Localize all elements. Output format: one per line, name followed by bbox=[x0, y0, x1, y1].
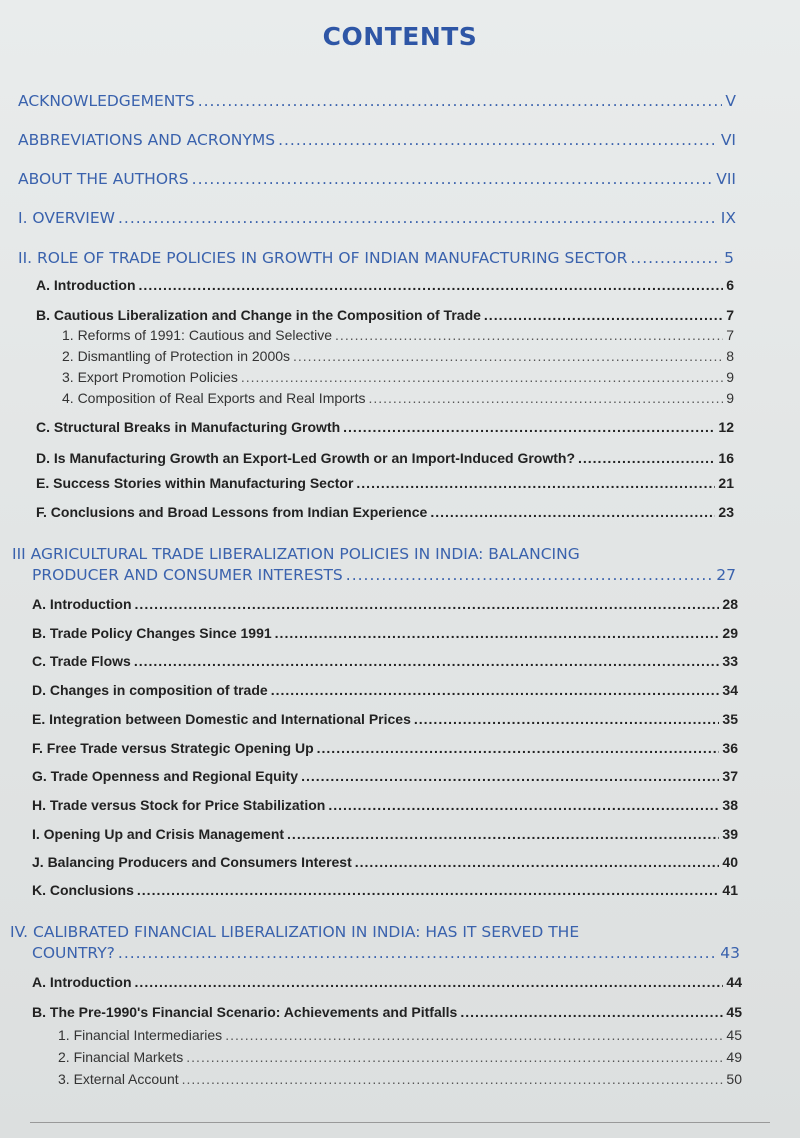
leader-dots bbox=[137, 882, 720, 898]
toc-entry[interactable] bbox=[32, 882, 738, 898]
leader-dots bbox=[335, 327, 723, 343]
toc-entry-page: VI bbox=[720, 131, 736, 149]
toc-entry-label: E. Integration between Domestic and International Prices bbox=[32, 711, 411, 727]
toc-entry-label: A. Introduction bbox=[36, 277, 136, 293]
leader-dots bbox=[414, 711, 720, 727]
toc-entry-label: ABBREVIATIONS AND ACRONYMS bbox=[18, 131, 276, 149]
chapter-title-line1: IV. CALIBRATED FINANCIAL LIBERALIZATION IN INDIA: HAS IT SERVED THE bbox=[10, 923, 580, 941]
toc-entry-label: B. Trade Policy Changes Since 1991 bbox=[32, 625, 272, 641]
toc-entry-page: 16 bbox=[718, 450, 734, 466]
leader-dots bbox=[271, 682, 720, 698]
toc-entry[interactable] bbox=[18, 92, 736, 110]
leader-dots bbox=[328, 797, 719, 813]
toc-entry-page: 36 bbox=[722, 740, 738, 756]
toc-entry[interactable] bbox=[36, 277, 734, 293]
toc-entry-page: 44 bbox=[726, 974, 742, 990]
leader-dots bbox=[630, 249, 721, 267]
toc-entry-label: ABOUT THE AUTHORS bbox=[18, 170, 189, 188]
chapter-heading[interactable] bbox=[32, 566, 736, 584]
toc-entry[interactable] bbox=[18, 131, 736, 149]
leader-dots bbox=[368, 390, 723, 406]
toc-entry-page: V bbox=[725, 92, 736, 110]
leader-dots bbox=[578, 450, 715, 466]
toc-entry-page: 28 bbox=[722, 596, 738, 612]
toc-entry-label: J. Balancing Producers and Consumers Interest bbox=[32, 854, 352, 870]
chapter-title-line2: PRODUCER AND CONSUMER INTERESTS bbox=[32, 566, 343, 584]
toc-entry-page: 37 bbox=[722, 768, 738, 784]
toc-entry[interactable] bbox=[18, 170, 736, 188]
toc-entry-page: 40 bbox=[722, 854, 738, 870]
toc-entry[interactable] bbox=[36, 504, 734, 520]
leader-dots bbox=[301, 768, 719, 784]
toc-entry-label: F. Free Trade versus Strategic Opening Up bbox=[32, 740, 314, 756]
toc-subentry-label: 1. Reforms of 1991: Cautious and Selective bbox=[62, 327, 333, 343]
toc-entry[interactable] bbox=[32, 740, 738, 756]
toc-entry-page: 33 bbox=[722, 653, 738, 669]
toc-entry-page: 12 bbox=[718, 419, 734, 435]
toc-entry[interactable] bbox=[36, 475, 734, 491]
toc-subentry-label: 2. Financial Markets bbox=[58, 1049, 184, 1065]
toc-subentry-label: 1. Financial Intermediaries bbox=[58, 1027, 223, 1043]
toc-entry[interactable] bbox=[32, 974, 742, 990]
leader-dots bbox=[192, 170, 714, 188]
page-divider bbox=[30, 1122, 770, 1123]
toc-subentry-page: 9 bbox=[726, 390, 734, 406]
toc-entry[interactable] bbox=[36, 307, 734, 323]
toc-subentry-page: 9 bbox=[726, 369, 734, 385]
chapter-page: 43 bbox=[720, 944, 740, 962]
toc-entry[interactable] bbox=[32, 768, 738, 784]
leader-dots bbox=[198, 92, 723, 110]
leader-dots bbox=[135, 596, 720, 612]
toc-subentry[interactable] bbox=[62, 369, 734, 385]
toc-entry-label: I. OVERVIEW bbox=[18, 209, 115, 227]
toc-subentry[interactable] bbox=[58, 1049, 742, 1065]
toc-entry-page: 7 bbox=[726, 307, 734, 323]
toc-entry[interactable] bbox=[32, 625, 738, 641]
toc-entry-page: 23 bbox=[718, 504, 734, 520]
toc-entry[interactable] bbox=[32, 826, 738, 842]
toc-entry[interactable] bbox=[32, 797, 738, 813]
toc-subentry[interactable] bbox=[58, 1027, 742, 1043]
leader-dots bbox=[343, 419, 715, 435]
toc-entry[interactable] bbox=[32, 682, 738, 698]
toc-entry-label: F. Conclusions and Broad Lessons from Indian Experience bbox=[36, 504, 428, 520]
leader-dots bbox=[139, 277, 724, 293]
toc-subentry-label: 4. Composition of Real Exports and Real Imports bbox=[62, 390, 366, 406]
leader-dots bbox=[135, 974, 724, 990]
toc-entry-page: 45 bbox=[726, 1004, 742, 1020]
leader-dots bbox=[460, 1004, 723, 1020]
toc-entry-label: B. Cautious Liberalization and Change in the Composition of Trade bbox=[36, 307, 481, 323]
leader-dots bbox=[278, 131, 718, 149]
toc-subentry-page: 8 bbox=[726, 348, 734, 364]
leader-dots bbox=[346, 566, 713, 584]
toc-entry-page: 34 bbox=[722, 682, 738, 698]
chapter-heading[interactable] bbox=[32, 944, 740, 962]
toc-entry-page: 38 bbox=[722, 797, 738, 813]
leader-dots bbox=[293, 348, 723, 364]
leader-dots bbox=[484, 307, 723, 323]
page-title: CONTENTS bbox=[322, 22, 478, 51]
leader-dots bbox=[355, 854, 720, 870]
chapter-page: 27 bbox=[716, 566, 736, 584]
leader-dots bbox=[134, 653, 720, 669]
toc-entry-label: H. Trade versus Stock for Price Stabilization bbox=[32, 797, 326, 813]
toc-entry[interactable] bbox=[36, 419, 734, 435]
toc-entry-page: 21 bbox=[718, 475, 734, 491]
toc-entry-label: E. Success Stories within Manufacturing Sector bbox=[36, 475, 354, 491]
toc-subentry-page: 45 bbox=[726, 1027, 742, 1043]
toc-subentry-label: 3. Export Promotion Policies bbox=[62, 369, 238, 385]
toc-entry-page: 29 bbox=[722, 625, 738, 641]
leader-dots bbox=[317, 740, 720, 756]
chapter-heading[interactable] bbox=[18, 249, 734, 267]
toc-entry-label: A. Introduction bbox=[32, 974, 132, 990]
toc-subentry-label: 2. Dismantling of Protection in 2000s bbox=[62, 348, 291, 364]
toc-entry-page: IX bbox=[720, 209, 736, 227]
toc-entry-label: ACKNOWLEDGEMENTS bbox=[18, 92, 195, 110]
toc-entry-page: 39 bbox=[722, 826, 738, 842]
toc-entry-label: C. Trade Flows bbox=[32, 653, 131, 669]
leader-dots bbox=[275, 625, 720, 641]
toc-entry-label: A. Introduction bbox=[32, 596, 132, 612]
toc-subentry[interactable] bbox=[62, 348, 734, 364]
toc-entry-label: I. Opening Up and Crisis Management bbox=[32, 826, 285, 842]
toc-entry-label: D. Is Manufacturing Growth an Export-Led Growth or an Import-Induced Growth? bbox=[36, 450, 575, 466]
toc-entry-page: 35 bbox=[722, 711, 738, 727]
toc-subentry[interactable] bbox=[62, 327, 734, 343]
chapter-page: 5 bbox=[724, 249, 734, 267]
toc-entry-page: 6 bbox=[726, 277, 734, 293]
toc-entry[interactable] bbox=[32, 711, 738, 727]
toc-entry[interactable] bbox=[32, 854, 738, 870]
leader-dots bbox=[225, 1027, 723, 1043]
leader-dots bbox=[186, 1049, 723, 1065]
toc-entry[interactable] bbox=[32, 1004, 742, 1020]
toc-subentry-page: 49 bbox=[726, 1049, 742, 1065]
chapter-title: II. ROLE OF TRADE POLICIES IN GROWTH OF INDIAN MANUFACTURING SECTOR bbox=[18, 249, 628, 267]
toc-entry-label: B. The Pre-1990's Financial Scenario: Achievements and Pitfalls bbox=[32, 1004, 458, 1020]
toc-entry-page: VII bbox=[716, 170, 736, 188]
toc-entry-label: K. Conclusions bbox=[32, 882, 134, 898]
toc-entry[interactable] bbox=[32, 596, 738, 612]
toc-subentry-label: 3. External Account bbox=[58, 1071, 179, 1087]
toc-entry[interactable] bbox=[18, 209, 736, 227]
leader-dots bbox=[287, 826, 719, 842]
toc-subentry[interactable] bbox=[62, 390, 734, 406]
toc-subentry[interactable] bbox=[58, 1071, 742, 1087]
toc-subentry-page: 7 bbox=[726, 327, 734, 343]
leader-dots bbox=[430, 504, 715, 520]
toc-entry-label: G. Trade Openness and Regional Equity bbox=[32, 768, 299, 784]
leader-dots bbox=[182, 1071, 724, 1087]
toc-subentry-page: 50 bbox=[726, 1071, 742, 1087]
leader-dots bbox=[118, 209, 718, 227]
toc-entry-label: D. Changes in composition of trade bbox=[32, 682, 268, 698]
toc-entry-page: 41 bbox=[722, 882, 738, 898]
toc-entry[interactable] bbox=[32, 653, 738, 669]
toc-entry-label: C. Structural Breaks in Manufacturing Growth bbox=[36, 419, 341, 435]
leader-dots bbox=[118, 944, 717, 962]
chapter-title-line2: COUNTRY? bbox=[32, 944, 115, 962]
leader-dots bbox=[241, 369, 723, 385]
chapter-title-line1: III AGRICULTURAL TRADE LIBERALIZATION POLICIES IN INDIA: BALANCING bbox=[12, 545, 580, 563]
toc-entry[interactable] bbox=[36, 450, 734, 466]
leader-dots bbox=[356, 475, 715, 491]
